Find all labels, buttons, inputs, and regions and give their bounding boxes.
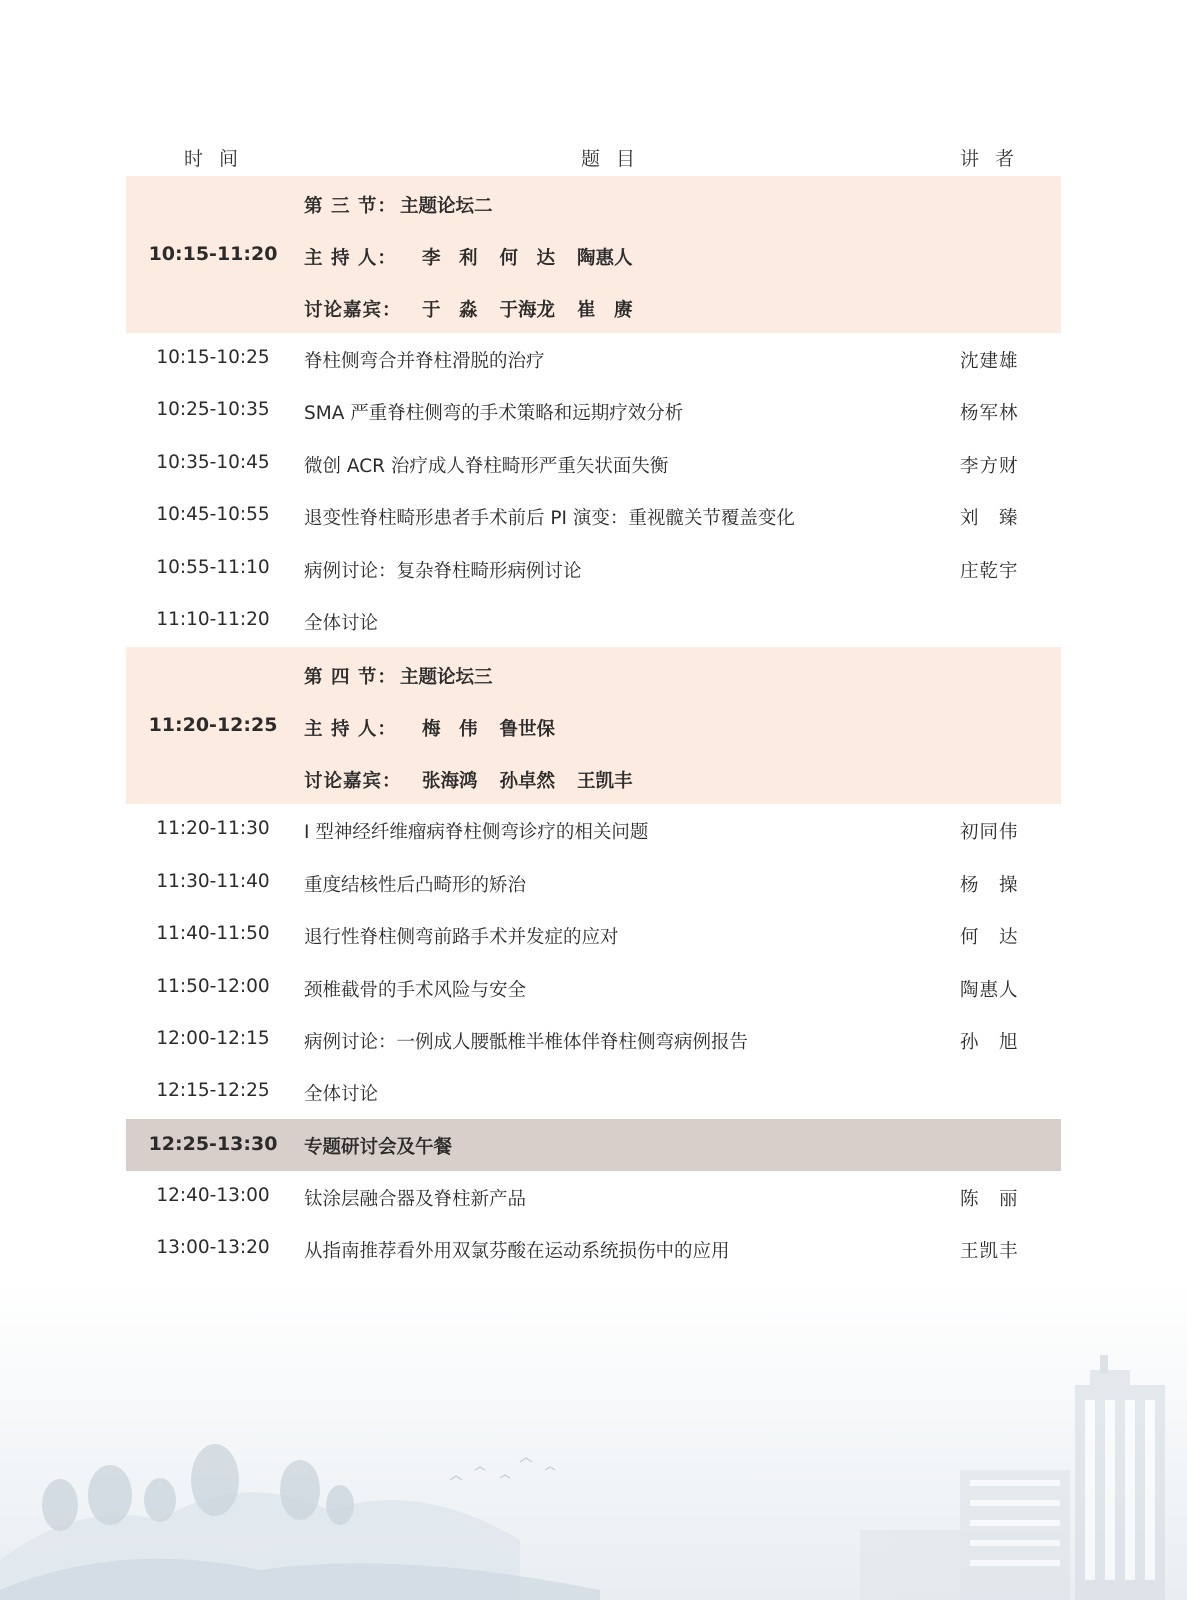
table-row	[126, 857, 1061, 909]
row-speaker: 初同伟	[960, 822, 1019, 844]
header-topic: 题目	[581, 148, 652, 170]
row-speaker: 王凯丰	[960, 1241, 1019, 1263]
row-topic: 重度结核性后凸畸形的矫治	[304, 874, 527, 896]
table-row	[126, 385, 1061, 437]
section-block-4	[126, 647, 1061, 804]
section-hosts	[304, 715, 577, 741]
row-speaker: 杨 操	[960, 874, 1019, 896]
row-time: 12:00-12:15	[156, 1027, 270, 1049]
section-title-label: 第 三 节：	[304, 196, 397, 217]
hosts-label: 主 持 人：	[304, 719, 397, 741]
row-time: 11:40-11:50	[156, 923, 270, 945]
section-block-3	[126, 176, 1061, 333]
guest-name: 王凯丰	[577, 771, 633, 793]
row-topic: 从指南推荐看外用双氯芬酸在运动系统损伤中的应用	[304, 1241, 730, 1263]
table-row	[126, 1223, 1061, 1275]
guests-label: 讨论嘉宾：	[304, 771, 402, 793]
table-row	[126, 909, 1061, 961]
table-row	[126, 1014, 1061, 1066]
table-row	[126, 333, 1061, 385]
lunch-block	[126, 1119, 1061, 1171]
header-time: 时间	[184, 148, 255, 170]
section-time: 10:15-11:20	[148, 243, 278, 265]
row-time: 12:40-13:00	[156, 1184, 270, 1206]
table-row	[126, 962, 1061, 1014]
row-topic: 全体讨论	[304, 1084, 379, 1106]
row-time: 11:10-11:20	[156, 608, 270, 630]
row-speaker: 李方财	[960, 455, 1019, 477]
row-time: 12:15-12:25	[156, 1080, 270, 1102]
section-hosts	[304, 244, 655, 270]
table-row	[126, 1171, 1061, 1223]
row-topic: 退变性脊柱畸形患者手术前后 PI 演变：重视髋关节覆盖变化	[304, 508, 795, 530]
section-guests	[304, 767, 655, 793]
section-title-text: 主题论坛二	[400, 196, 493, 217]
guest-name: 崔 赓	[577, 300, 633, 321]
section-time: 11:20-12:25	[148, 714, 278, 737]
lunch-time: 12:25-13:30	[148, 1132, 278, 1155]
table-header	[126, 132, 1061, 176]
guest-name: 于 淼	[422, 300, 478, 321]
header-speaker: 讲者	[960, 148, 1031, 170]
row-topic: 微创 ACR 治疗成人脊柱畸形严重矢状面失衡	[304, 455, 669, 477]
row-topic: SMA 严重脊柱侧弯的手术策略和远期疗效分析	[304, 403, 684, 425]
row-topic: 颈椎截骨的手术风险与安全	[304, 979, 527, 1001]
hosts-label: 主 持 人：	[304, 248, 397, 269]
host-name: 鲁世保	[499, 719, 556, 741]
table-row	[126, 595, 1061, 647]
row-time: 10:45-10:55	[156, 504, 270, 526]
row-speaker: 刘 臻	[960, 508, 1019, 530]
host-name: 陶惠人	[577, 248, 633, 269]
guest-name: 孙卓然	[499, 771, 556, 793]
row-time: 11:30-11:40	[156, 870, 270, 892]
section-title-text: 主题论坛三	[400, 667, 493, 689]
row-time: 10:55-11:10	[156, 556, 270, 578]
table-row	[126, 490, 1061, 542]
host-name: 李 利	[422, 248, 478, 269]
row-time: 10:25-10:35	[156, 399, 270, 421]
table-row	[126, 804, 1061, 856]
schedule-table	[126, 132, 1061, 1275]
row-time: 11:50-12:00	[156, 975, 270, 997]
row-topic: 病例讨论：一例成人腰骶椎半椎体伴脊柱侧弯病例报告	[304, 1031, 749, 1053]
host-name: 梅 伟	[422, 719, 478, 741]
lunch-topic: 专题研讨会及午餐	[304, 1136, 453, 1158]
section-guests	[304, 296, 655, 322]
guest-name: 张海鸿	[422, 771, 478, 793]
section-title	[304, 192, 493, 218]
row-time: 10:15-10:25	[156, 347, 270, 368]
row-topic: 脊柱侧弯合并脊柱滑脱的治疗	[304, 351, 545, 372]
row-time: 10:35-10:45	[156, 451, 270, 473]
row-speaker: 杨军林	[960, 403, 1019, 425]
row-time: 11:20-11:30	[156, 818, 270, 840]
guest-name: 于海龙	[499, 300, 556, 321]
section-title	[304, 663, 493, 689]
row-speaker: 陈 丽	[960, 1188, 1019, 1210]
row-topic: 病例讨论：复杂脊柱畸形病例讨论	[304, 560, 582, 582]
row-speaker: 庄乾宇	[960, 560, 1019, 582]
table-row	[126, 1066, 1061, 1118]
row-speaker: 沈建雄	[960, 351, 1019, 372]
row-speaker: 陶惠人	[960, 979, 1019, 1001]
row-topic: 退行性脊柱侧弯前路手术并发症的应对	[304, 927, 619, 949]
table-row	[126, 438, 1061, 490]
row-topic: 钛涂层融合器及脊柱新产品	[304, 1188, 527, 1210]
row-time: 13:00-13:20	[156, 1237, 270, 1259]
row-topic: I 型神经纤维瘤病脊柱侧弯诊疗的相关问题	[304, 822, 649, 844]
row-topic: 全体讨论	[304, 612, 379, 634]
host-name: 何 达	[499, 248, 556, 269]
row-speaker: 孙 旭	[960, 1031, 1019, 1053]
guests-label: 讨论嘉宾：	[304, 300, 402, 321]
table-row	[126, 543, 1061, 595]
section-title-label: 第 四 节：	[304, 667, 397, 689]
row-speaker: 何 达	[960, 927, 1019, 949]
